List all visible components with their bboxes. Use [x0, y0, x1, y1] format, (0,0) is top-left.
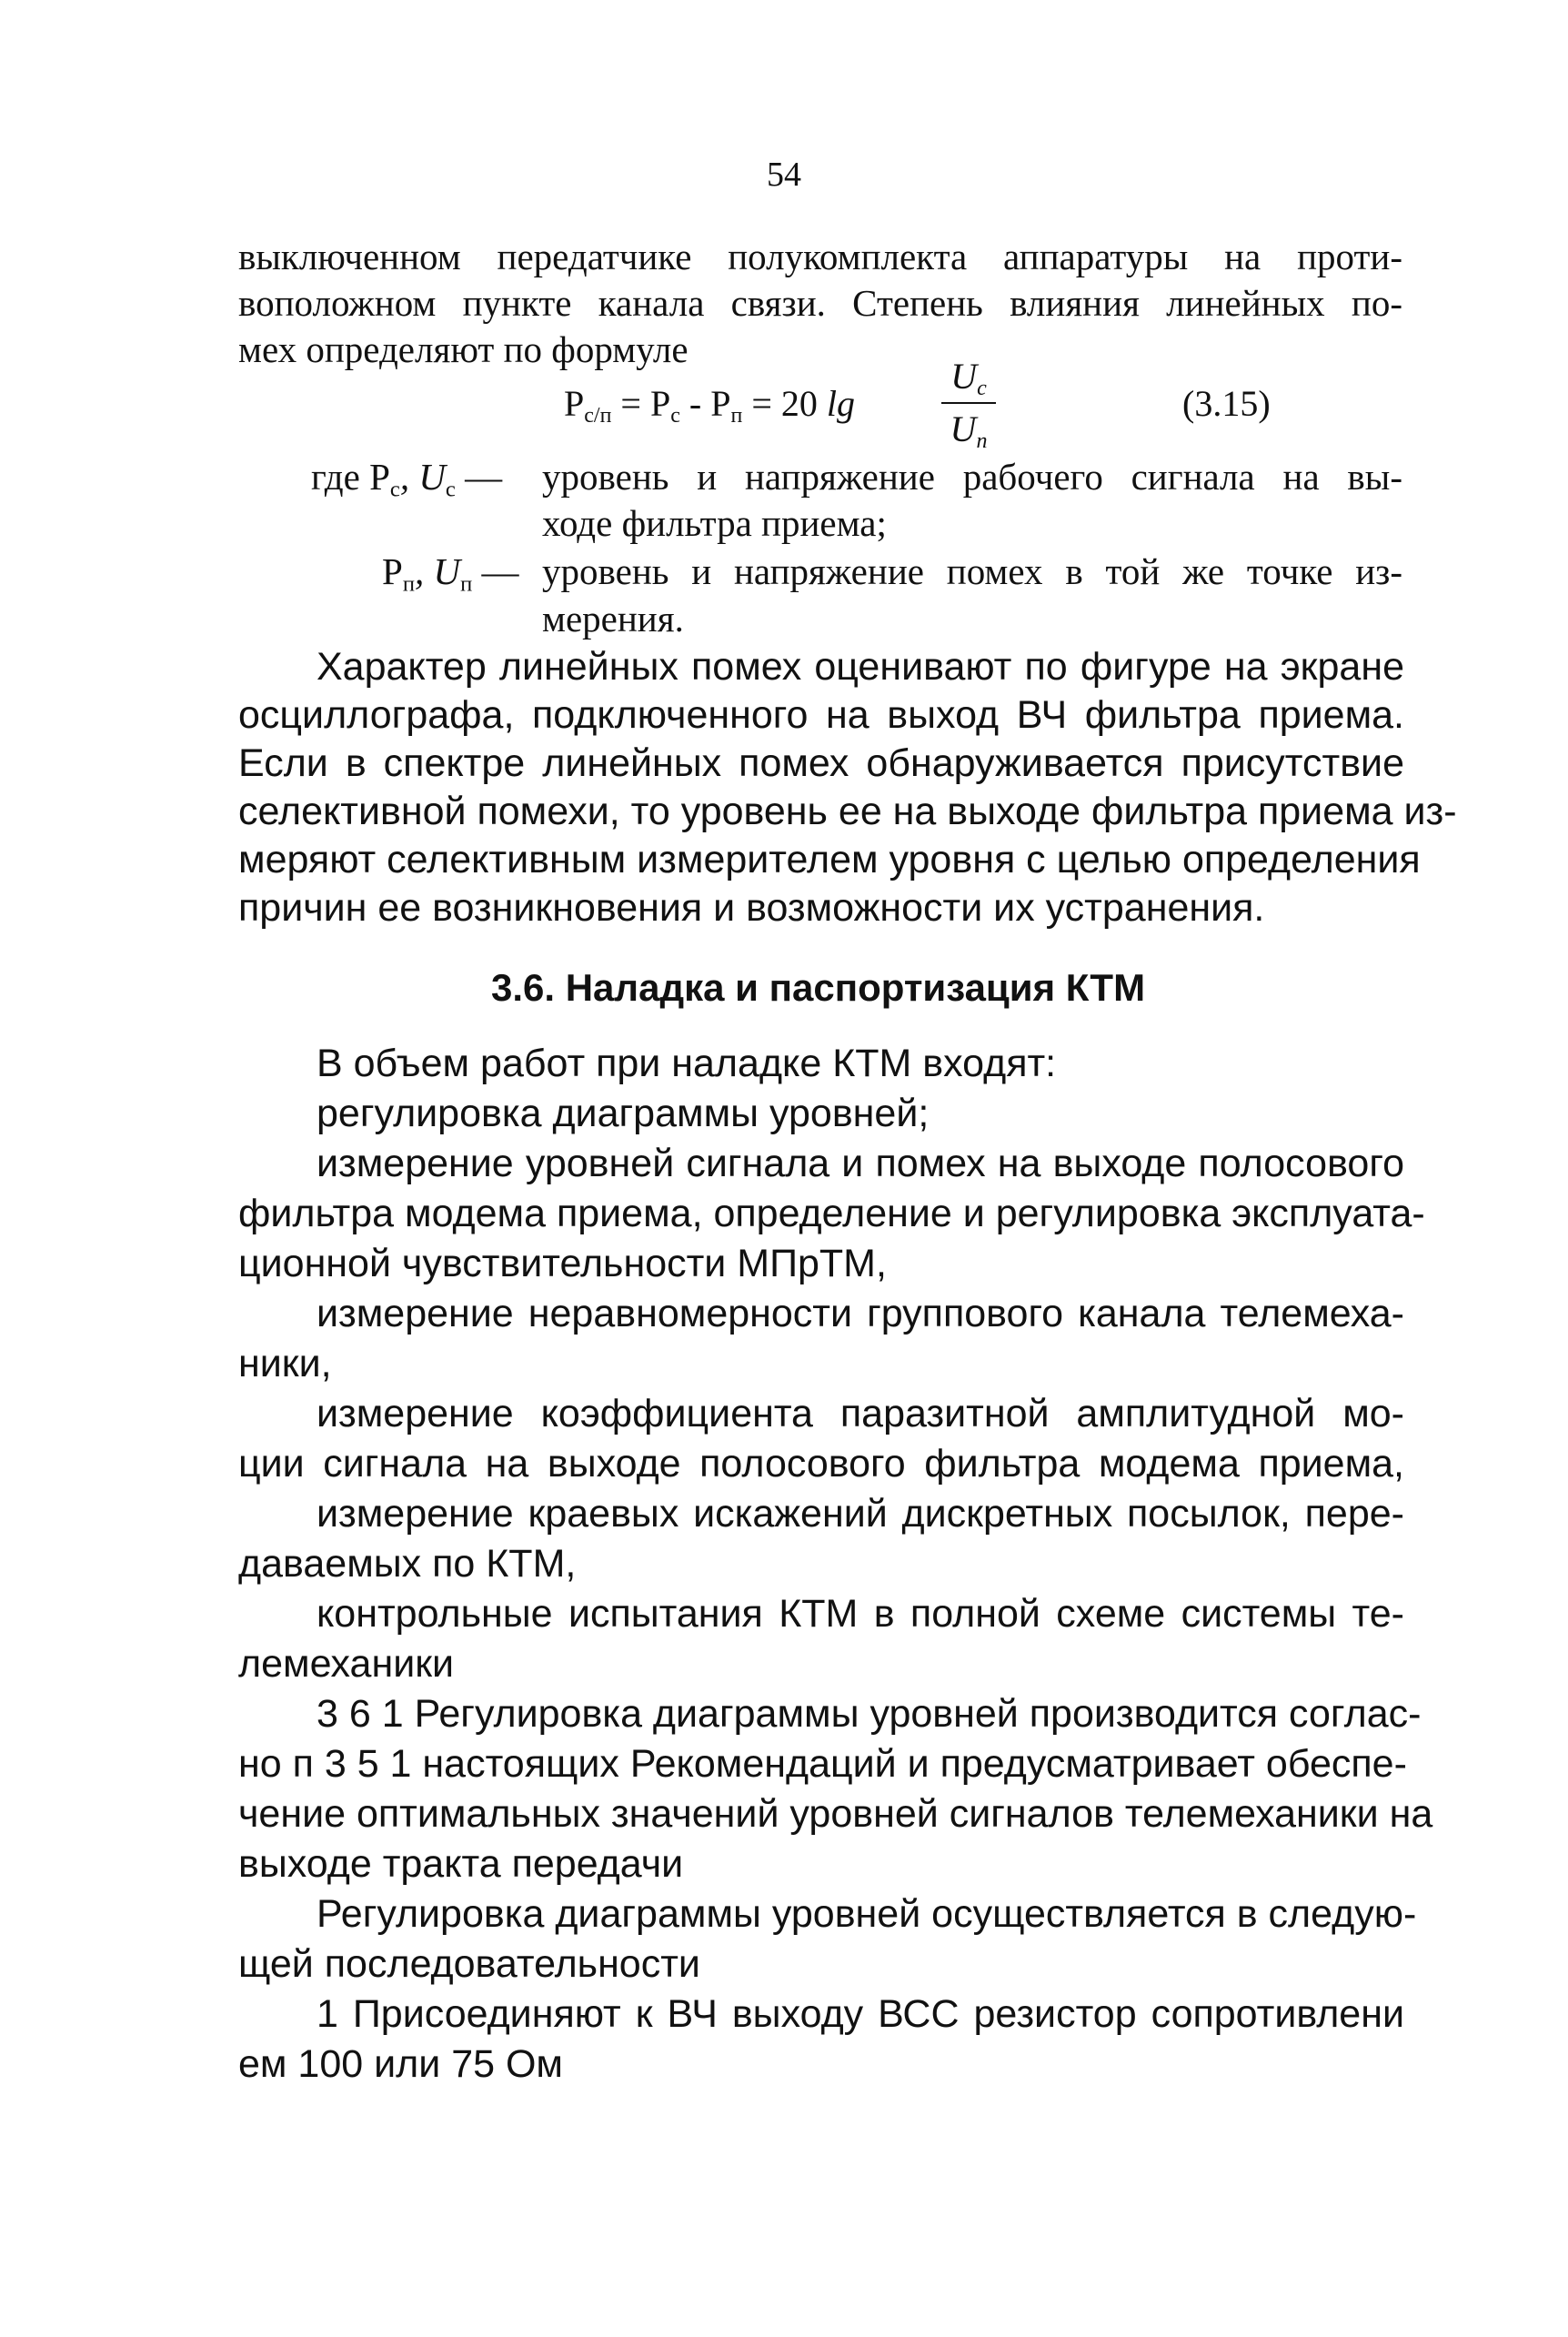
text-line: измерение уровней сигнала и помех на выходе полосового — [317, 1142, 1404, 1185]
formula-subscript: п — [730, 404, 743, 428]
where-dash: — — [455, 456, 503, 498]
where-definition: уровень и напряжение рабочего сигнала на вы- — [542, 456, 1402, 498]
fraction-numerator — [932, 355, 1005, 401]
text-line: воположном пункте канала связи. Степень влияния линейных по- — [238, 282, 1402, 324]
text-line: измерение краевых искажений дискретных посылок, пере- — [317, 1492, 1404, 1536]
text-line: выключенном передатчике полукомплекта аппаратуры на проти- — [238, 236, 1402, 277]
fraction-denominator — [932, 408, 1005, 454]
section-heading: 3.6. Наладка и паспортизация КТМ — [491, 966, 1146, 1009]
formula-subscript: c — [977, 377, 987, 401]
text-line: щей последовательности — [238, 1942, 700, 1986]
text-line: Если в спектре линейных помех обнаруживается присутствие — [238, 741, 1404, 785]
where-text: , U — [399, 456, 446, 498]
where-text: P — [382, 550, 403, 592]
text-line: В объем работ при наладке КТМ входят: — [317, 1042, 1057, 1085]
where-label-1 — [311, 458, 502, 501]
formula-log: lg — [826, 383, 855, 424]
text-line: осциллографа, подключенного на выход ВЧ фильтра приема. — [238, 693, 1404, 737]
formula-subscript: с/п — [584, 404, 612, 428]
where-definition: уровень и напряжение помех в той же точке из- — [542, 550, 1402, 592]
text-line: 1 Присоединяют к ВЧ выходу ВСС резистор сопротивлени — [317, 1992, 1404, 2036]
text-line: измерение коэффициента паразитной амплитудной мо- — [317, 1392, 1404, 1435]
text-line: Характер линейных помех оценивают по фигуре на экране — [317, 645, 1404, 689]
text-line: выходе тракта передачи — [238, 1842, 684, 1886]
formula-lhs — [564, 383, 855, 428]
formula-subscript: с — [670, 404, 680, 428]
text-line: причин ее возникновения и возможности их устранения. — [238, 886, 1265, 930]
text-line: 3 6 1 Регулировка диаграммы уровней производится соглас- — [317, 1692, 1422, 1736]
text-line: ционной чувствительности МПрТМ, — [238, 1242, 887, 1285]
text-line: ники, — [238, 1342, 332, 1385]
where-dash: — — [472, 550, 519, 592]
where-definition: ходе фильтра приема; — [542, 502, 887, 544]
formula-symbol: P — [564, 383, 585, 424]
text-line: измерение неравномерности группового канала телемеха- — [317, 1292, 1404, 1335]
formula-subscript: п — [460, 571, 473, 597]
formula-3-15 — [564, 355, 1271, 455]
text-line: меряют селективным измерителем уровня с целью определения — [238, 838, 1421, 881]
text-line: чение оптимальных значений уровней сигналов телемеханики на — [238, 1792, 1433, 1836]
where-definition: мерения. — [542, 598, 684, 640]
text-line: регулировка диаграммы уровней; — [317, 1092, 930, 1135]
formula-subscript: п — [976, 429, 988, 454]
text-line: Регулировка диаграммы уровней осуществляется в следую- — [317, 1892, 1417, 1936]
formula-symbol: U — [950, 356, 978, 397]
text-line: ции сигнала на выходе полосового фильтра модема приема, — [238, 1442, 1404, 1486]
text-line: селективной помехи, то уровень ее на выходе фильтра приема из- — [238, 790, 1457, 833]
formula-number: (3.15) — [1182, 383, 1271, 424]
formula-symbol: - P — [679, 383, 731, 424]
text-line: лемеханики — [238, 1642, 455, 1686]
text-line: мех определяют по формуле — [238, 328, 689, 370]
text-line: контрольные испытания КТМ в полной схеме системы те- — [317, 1592, 1404, 1636]
formula-subscript: п — [402, 571, 415, 597]
formula-symbol: U — [950, 408, 977, 449]
formula-symbol: = 20 — [742, 383, 827, 424]
text-line: ем 100 или 75 Ом — [238, 2042, 563, 2086]
formula-symbol: = P — [611, 383, 671, 424]
where-text: где P — [311, 456, 390, 498]
formula-fraction — [932, 355, 1005, 455]
text-line: даваемых по КТМ, — [238, 1542, 577, 1586]
where-label-2 — [382, 550, 519, 597]
formula-subscript: с — [389, 477, 400, 502]
fraction-bar — [941, 402, 996, 404]
page-number: 54 — [767, 156, 801, 194]
formula-subscript: с — [445, 477, 456, 502]
text-line: но п 3 5 1 настоящих Рекомендаций и предусматривает обеспе- — [238, 1742, 1407, 1786]
text-line: фильтра модема приема, определение и регулировка эксплуата- — [238, 1192, 1425, 1235]
where-text: , U — [414, 550, 461, 592]
